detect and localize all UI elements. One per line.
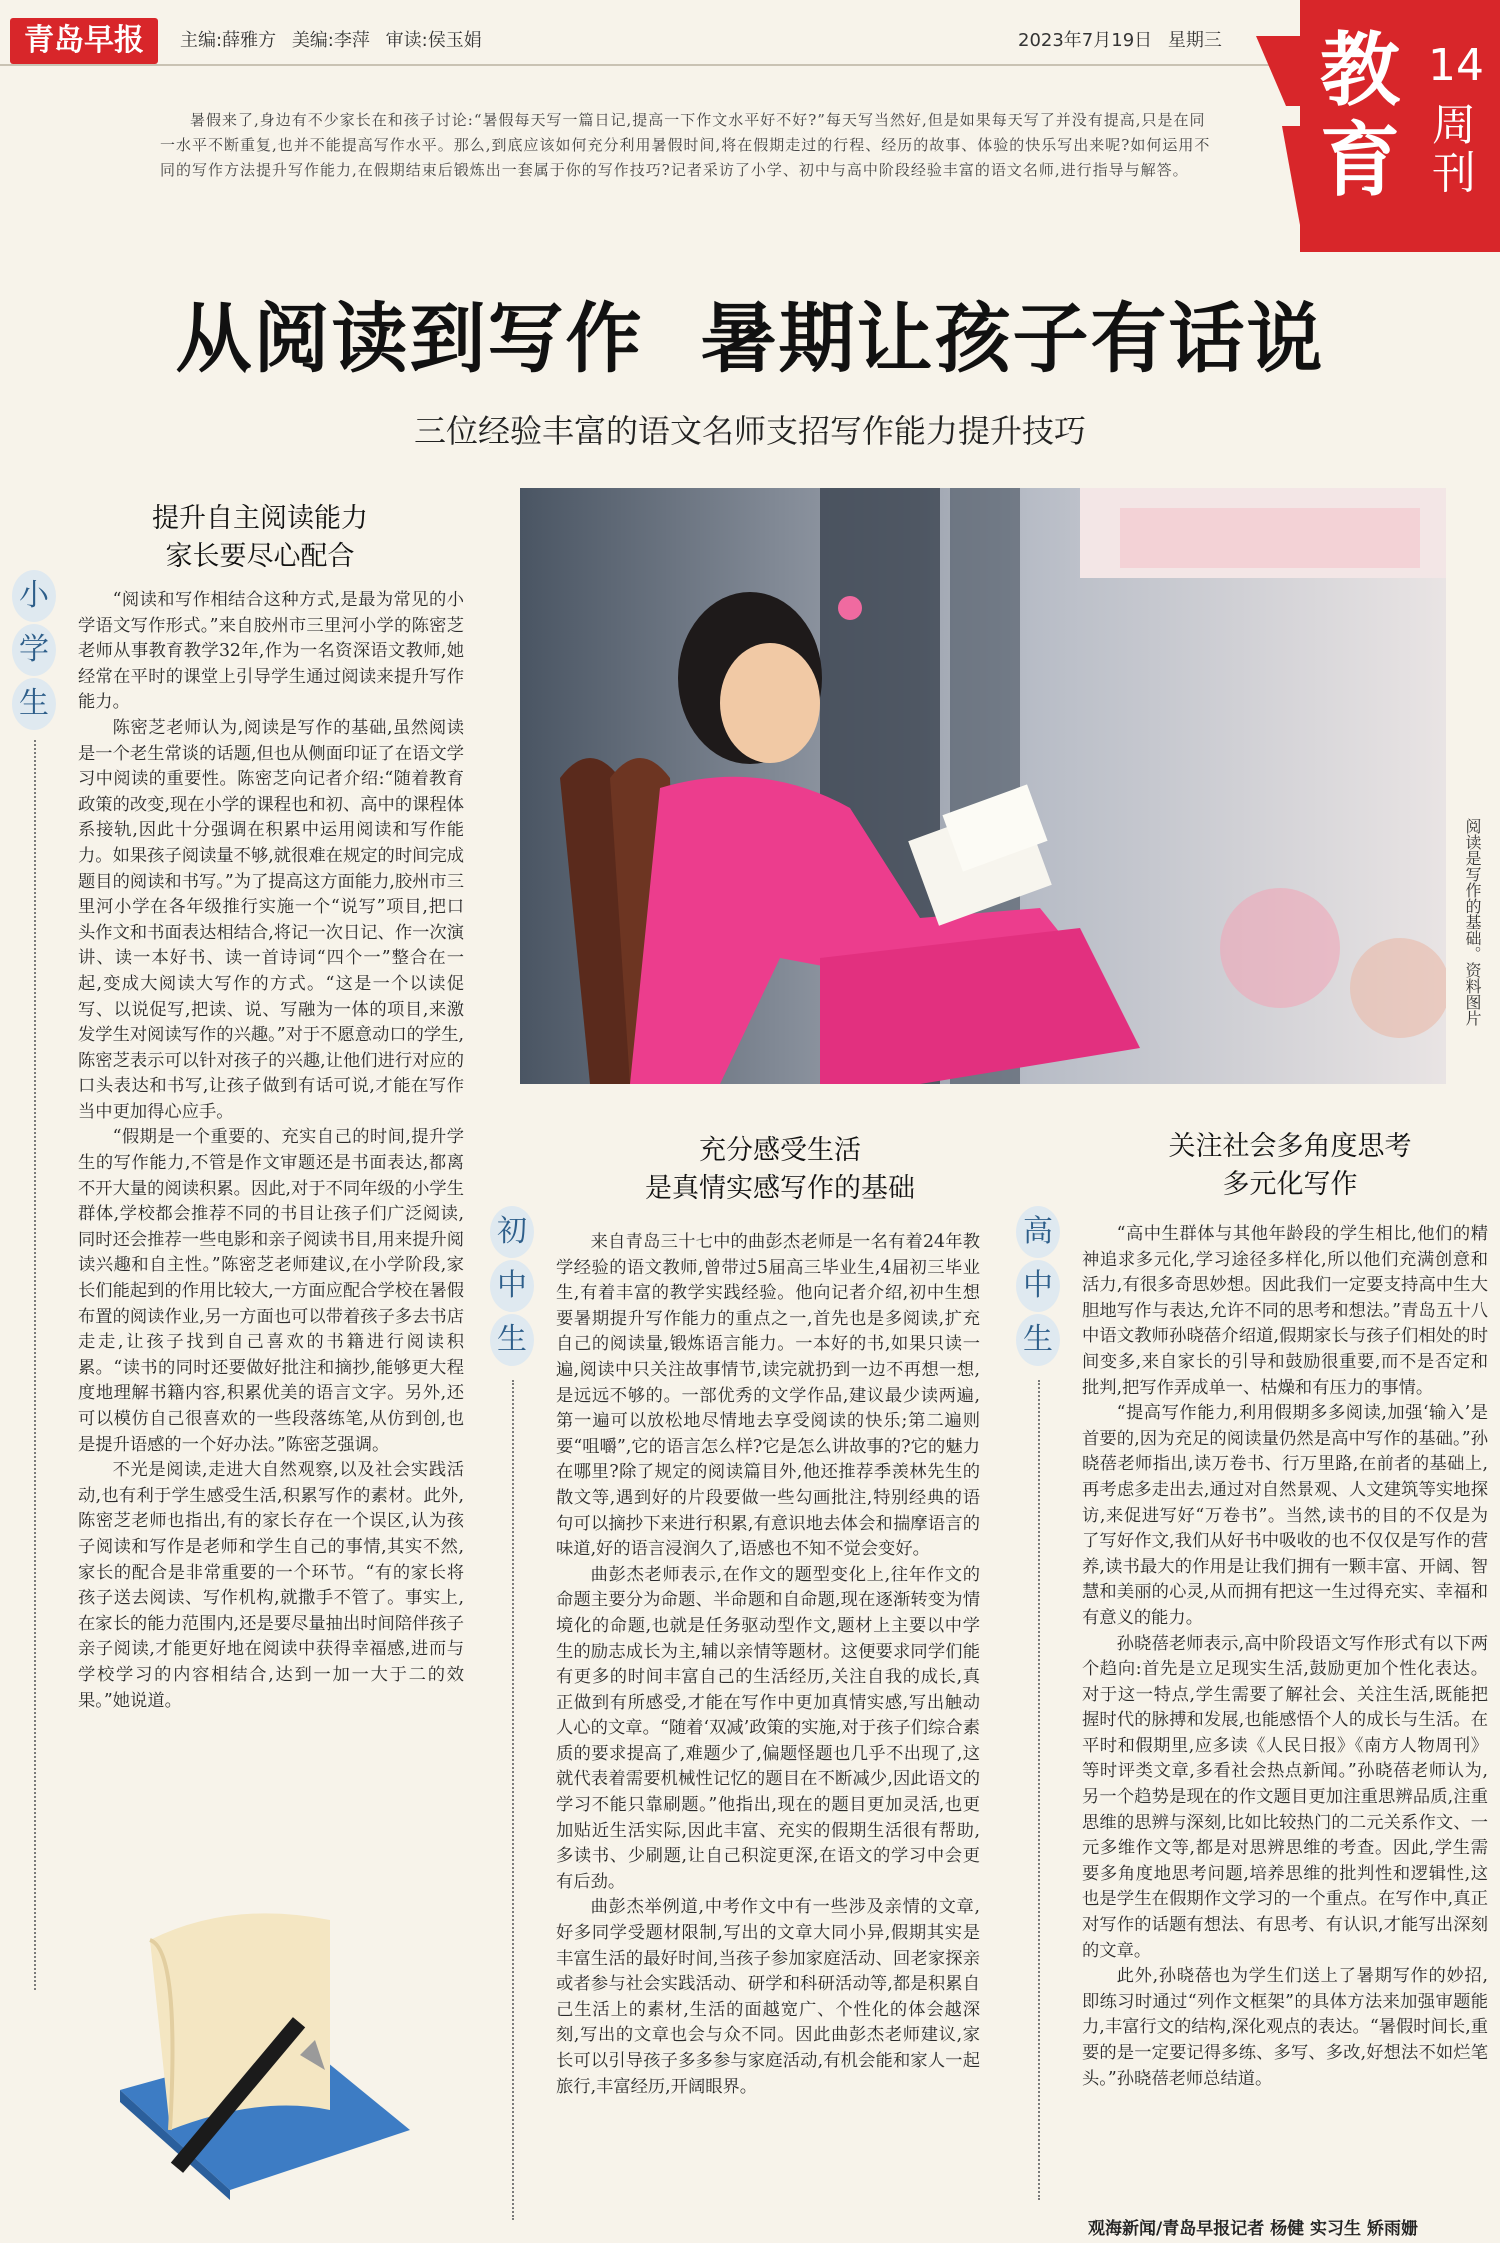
primary-title-line2: 家长要尽心配合 — [165, 541, 355, 572]
article-paragraph: 不光是阅读,走进大自然观察,以及社会实践活动,也有利于学生感受生活,积累写作的素材。此外,陈密芝老师也指出,有的家长存在一个误区,认为孩子阅读和写作是老师和学生自己的事情,其实不然,家长的配合是非常重要的一个环节。“有的家长将孩子送去阅读、写作机构,就撒手不管了。事实上,在家长的能力范围内,还是要尽量抽出时间陪伴孩子亲子阅读,才能更好地在阅读中获得幸福感,进而与学校学习的内容相结合,达到一加一大于二的效果。”她说道。 — [78, 1460, 464, 1711]
article-paragraph: 陈密芝老师认为,阅读是写作的基础,虽然阅读是一个老生常谈的话题,但也从侧面印证了在语文学习中阅读的重要性。陈密芝向记者介绍:“随着教育政策的改变,现在小学的课程也和初、高中的课程体系接轨,因此十分强调在积累中运用阅读和写作能力。如果孩子阅读量不够,就很难在规定的时间完成题目的阅读和书写。”为了提高这方面能力,胶州市三里河小学在各年级推行实施一个“说写”项目,把口头作文和书面表达相结合,将记一次日记、作一次演讲、读一本好书、读一首诗词“四个一”整合在一起,变成大阅读大写作的方式。“这是一个以读促写、以说促写,把读、说、写融为一体的项目,来激发学生对阅读写作的兴趣。”对于不愿意动口的学生,陈密芝表示可以针对孩子的兴趣,让他们进行对应的口头表达和书写,让孩子做到有话可说,才能在写作当中更加得心应手。 — [78, 717, 464, 1122]
article-paragraph: 来自青岛三十七中的曲彭杰老师是一名有着24年教学经验的语文教师,曾带过5届高三毕业生,4届初三毕业生,有着丰富的教学实践经验。他向记者介绍,初中生想要暑期提升写作能力的重点之一,首先也是多阅读,扩充自己的阅读量,锻炼语言能力。一本好的书,如果只读一遍,阅读中只关注故事情节,读完就扔到一边不再想一想,是远远不够的。一部优秀的文学作品,建议最少读两遍,第一遍可以放松地尽情地去享受阅读的快乐;第二遍则要“咀嚼”,它的语言怎么样?它是怎么讲故事的?它的魅力在哪里?除了规定的阅读篇目外,他还推荐季羡林先生的散文等,遇到好的片段要做一些勾画批注,特别经典的语句可以摘抄下来进行积累,有意识地去体会和揣摩语言的味道,好的语言浸润久了,语感也不知不觉会变好。 — [556, 1232, 980, 1560]
senior-tag-char: 生 — [1016, 1314, 1060, 1366]
column-divider — [1038, 1380, 1040, 2200]
girl-reading-photo — [520, 488, 1446, 1084]
primary-tag-char: 学 — [12, 624, 56, 676]
primary-tag-char: 小 — [12, 570, 56, 622]
page-number: 14 — [1428, 40, 1484, 91]
article-paragraph: 曲彭杰举例道,中考作文中有一些涉及亲情的文章,好多同学受题材限制,写出的文章大同小异,假期其实是丰富生活的最好时间,当孩子参加家庭活动、回老家探亲或者参与社会实践活动、研学和科研活动等,都是积累自己生活上的素材,生活的面越宽广、个性化的体会越深刻,写出的文章也会与众不同。因此曲彭杰老师建议,家长可以引导孩子多多参与家庭活动,有机会能和家人一起旅行,丰富经历,开阔眼界。 — [556, 1897, 980, 2097]
newspaper-logo: 青岛早报 — [10, 18, 158, 64]
article-paragraph: 此外,孙晓蓓也为学生们送上了暑期写作的妙招,即练习时通过“列作文框架”的具体方法来加强审题能力,丰富行文的结构,深化观点的表达。“暑假时间长,重要的是一定要记得多练、多写、多改,好想法不如烂笔头。”孙晓蓓老师总结道。 — [1082, 1966, 1488, 2089]
article-paragraph: “假期是一个重要的、充实自己的时间,提升学生的写作能力,不管是作文审题还是书面表达,都离不开大量的阅读积累。因此,对于不同年级的小学生群体,学校都会推荐不同的书目让孩子们广泛阅读,同时还会推荐一些电影和亲子阅读书目,用来提升阅读兴趣和自主性。”陈密芝老师建议,在小学阶段,家长们能起到的作用比较大,一方面应配合学校在暑假布置的阅读作业,另一方面也可以带着孩子多去书店走走,让孩子找到自己喜欢的书籍进行阅读积累。“读书的同时还要做好批注和摘抄,能够更大程度地理解书籍内容,积累优美的语言文字。另外,还可以模仿自己很喜欢的一些段落练笔,从仿到创,也是提升语感的一个好办法。”陈密芝强调。 — [78, 1127, 464, 1455]
editor-credits — [180, 26, 492, 52]
flag-ribbon-icon — [1256, 36, 1302, 256]
primary-section-title — [90, 500, 430, 576]
junior-title-line2: 是真情实感写作的基础 — [645, 1173, 915, 1204]
reporter-byline: 观海新闻/青岛早报记者 杨健 实习生 矫雨姗 — [1088, 2219, 1418, 2239]
chief-editor: 主编:薛雅方 — [180, 30, 277, 51]
junior-school-tag — [490, 1206, 534, 1368]
senior-article-body — [1082, 1222, 1488, 2092]
article-paragraph: 曲彭杰老师表示,在作文的题型变化上,往年作文的命题主要分为命题、半命题和自命题,现在逐渐转变为情境化的命题,也就是任务驱动型作文,题材上主要以中学生的励志成长为主,辅以亲情等题材。这便要求同学们能有更多的时间丰富自己的生活经历,关注自我的成长,真正做到有所感受,才能在写作中更加真情实感,写出触动人心的文章。“随着‘双减’政策的实施,对于孩子们综合素质的要求提高了,难题少了,偏题怪题也几乎不出现了,这就代表着需要机械性记忆的题目在不断减少,因此语文的学习不能只靠刷题。”他指出,现在的题目更加灵活,也更加贴近生活实际,因此丰富、充实的假期生活很有帮助,多读书、少刷题,让自己积淀更深,在语文的学习中会更有后劲。 — [556, 1564, 980, 1892]
junior-tag-char: 中 — [490, 1260, 534, 1312]
article-paragraph: “提高写作能力,利用假期多多阅读,加强‘输入’是首要的,因为充足的阅读量仍然是高中写作的基础。”孙晓蓓老师指出,读万卷书、行万里路,在前者的基础上,再考虑多走出去,通过对自然景观、人文建筑等实地探访,来促进写好“万卷书”。当然,读书的目的不仅是为了写好作文,我们从好书中吸收的也不仅仅是写作的营养,读书最大的作用是让我们拥有一颗丰富、开阔、智慧和美丽的心灵,从而拥有把这一生过得充实、幸福和有意义的能力。 — [1082, 1403, 1488, 1628]
masthead-rule — [0, 64, 1290, 66]
photo-caption: 阅读是写作的基础。资料图片 — [1463, 818, 1482, 1026]
art-editor: 美编:李萍 — [291, 30, 370, 51]
sub-headline: 三位经验丰富的语文名师支招写作能力提升技巧 — [413, 412, 1086, 450]
junior-section-title — [580, 1132, 980, 1208]
proofreader: 审读:侯玉娟 — [385, 30, 482, 51]
article-paragraph: 孙晓蓓老师表示,高中阶段语文写作形式有以下两个趋向:首先是立足现实生活,鼓励更加个性化表达。对于这一特点,学生需要了解社会、关注生活,既能把握时代的脉搏和发展,也能感悟个人的成长与生活。在平时和假期里,应多读《人民日报》《南方人物周刊》等时评类文章,多看社会热点新闻。”孙晓蓓老师认为,另一个趋势是现在的作文题目更加注重思辨品质,注重思维的思辨与深刻,比如比较热门的二元关系作文、一元多维作文等,都是对思辨思维的考查。因此,学生需要多角度地思考问题,培养思维的批判性和逻辑性,这也是学生在假期作文学习的一个重点。在写作中,真正对写作的话题有想法、有思考、有认识,才能写出深刻的文章。 — [1082, 1633, 1488, 1961]
pen-and-paper-illustration — [110, 1880, 420, 2200]
senior-title-line2: 多元化写作 — [1222, 1169, 1358, 1200]
junior-tag-char: 生 — [490, 1314, 534, 1366]
section-weekly: 周刊 — [1432, 100, 1476, 199]
article-paragraph: “高中生群体与其他年龄段的学生相比,他们的精神追求多元化,学习途径多样化,所以他们充满创意和活力,有很多奇思妙想。因此我们一定要支持高中生大胆地写作与表达,允许不同的思考和想法。”青岛五十八中语文教师孙晓蓓介绍道,假期家长与孩子们相处的时间变多,来自家长的引导和鼓励很重要,而不是否定和批判,把写作弄成单一、枯燥和有压力的事情。 — [1082, 1224, 1488, 1398]
primary-article-body — [78, 588, 464, 1714]
senior-title-line1: 关注社会多角度思考 — [1168, 1131, 1412, 1162]
junior-article-body — [556, 1230, 980, 2100]
senior-school-tag — [1016, 1206, 1060, 1368]
primary-title-line1: 提升自主阅读能力 — [152, 503, 368, 534]
senior-tag-char: 高 — [1016, 1206, 1060, 1258]
issue-date: 2023年7月19日 — [1018, 30, 1153, 51]
junior-title-line1: 充分感受生活 — [699, 1135, 861, 1166]
senior-section-title — [1090, 1128, 1490, 1204]
primary-school-tag — [12, 570, 56, 732]
article-paragraph: “阅读和写作相结合这种方式,是最为常见的小学语文写作形式。”来自胶州市三里河小学的陈密芝老师从事教育教学32年,作为一名资深语文教师,她经常在平时的课堂上引导学生通过阅读来提升写作能力。 — [78, 590, 464, 713]
dateline — [1008, 26, 1222, 52]
primary-tag-char: 生 — [12, 678, 56, 730]
column-divider — [34, 740, 36, 1990]
section-name: 教育 — [1320, 24, 1400, 207]
junior-tag-char: 初 — [490, 1206, 534, 1258]
lead-paragraph: 暑假来了,身边有不少家长在和孩子讨论:“暑假每天写一篇日记,提高一下作文水平好不好?”每天写当然好,但是如果每天写了并没有提高,只是在同一水平不断重复,也并不能提高写作水平。那么,到底应该如何充分利用暑假时间,将在假期走过的行程、经历的故事、体验的快乐写出来呢?如何运用不同的写作方法提升写作能力,在假期结束后锻炼出一套属于你的写作技巧?记者采访了小学、初中与高中阶段经验丰富的语文名师,进行指导与解答。 — [160, 111, 1211, 179]
issue-weekday: 星期三 — [1167, 30, 1222, 51]
main-headline: 从阅读到写作 暑期让孩子有话说 — [175, 294, 1325, 383]
senior-tag-char: 中 — [1016, 1260, 1060, 1312]
section-flag — [1300, 0, 1500, 252]
column-divider — [512, 1380, 514, 2220]
